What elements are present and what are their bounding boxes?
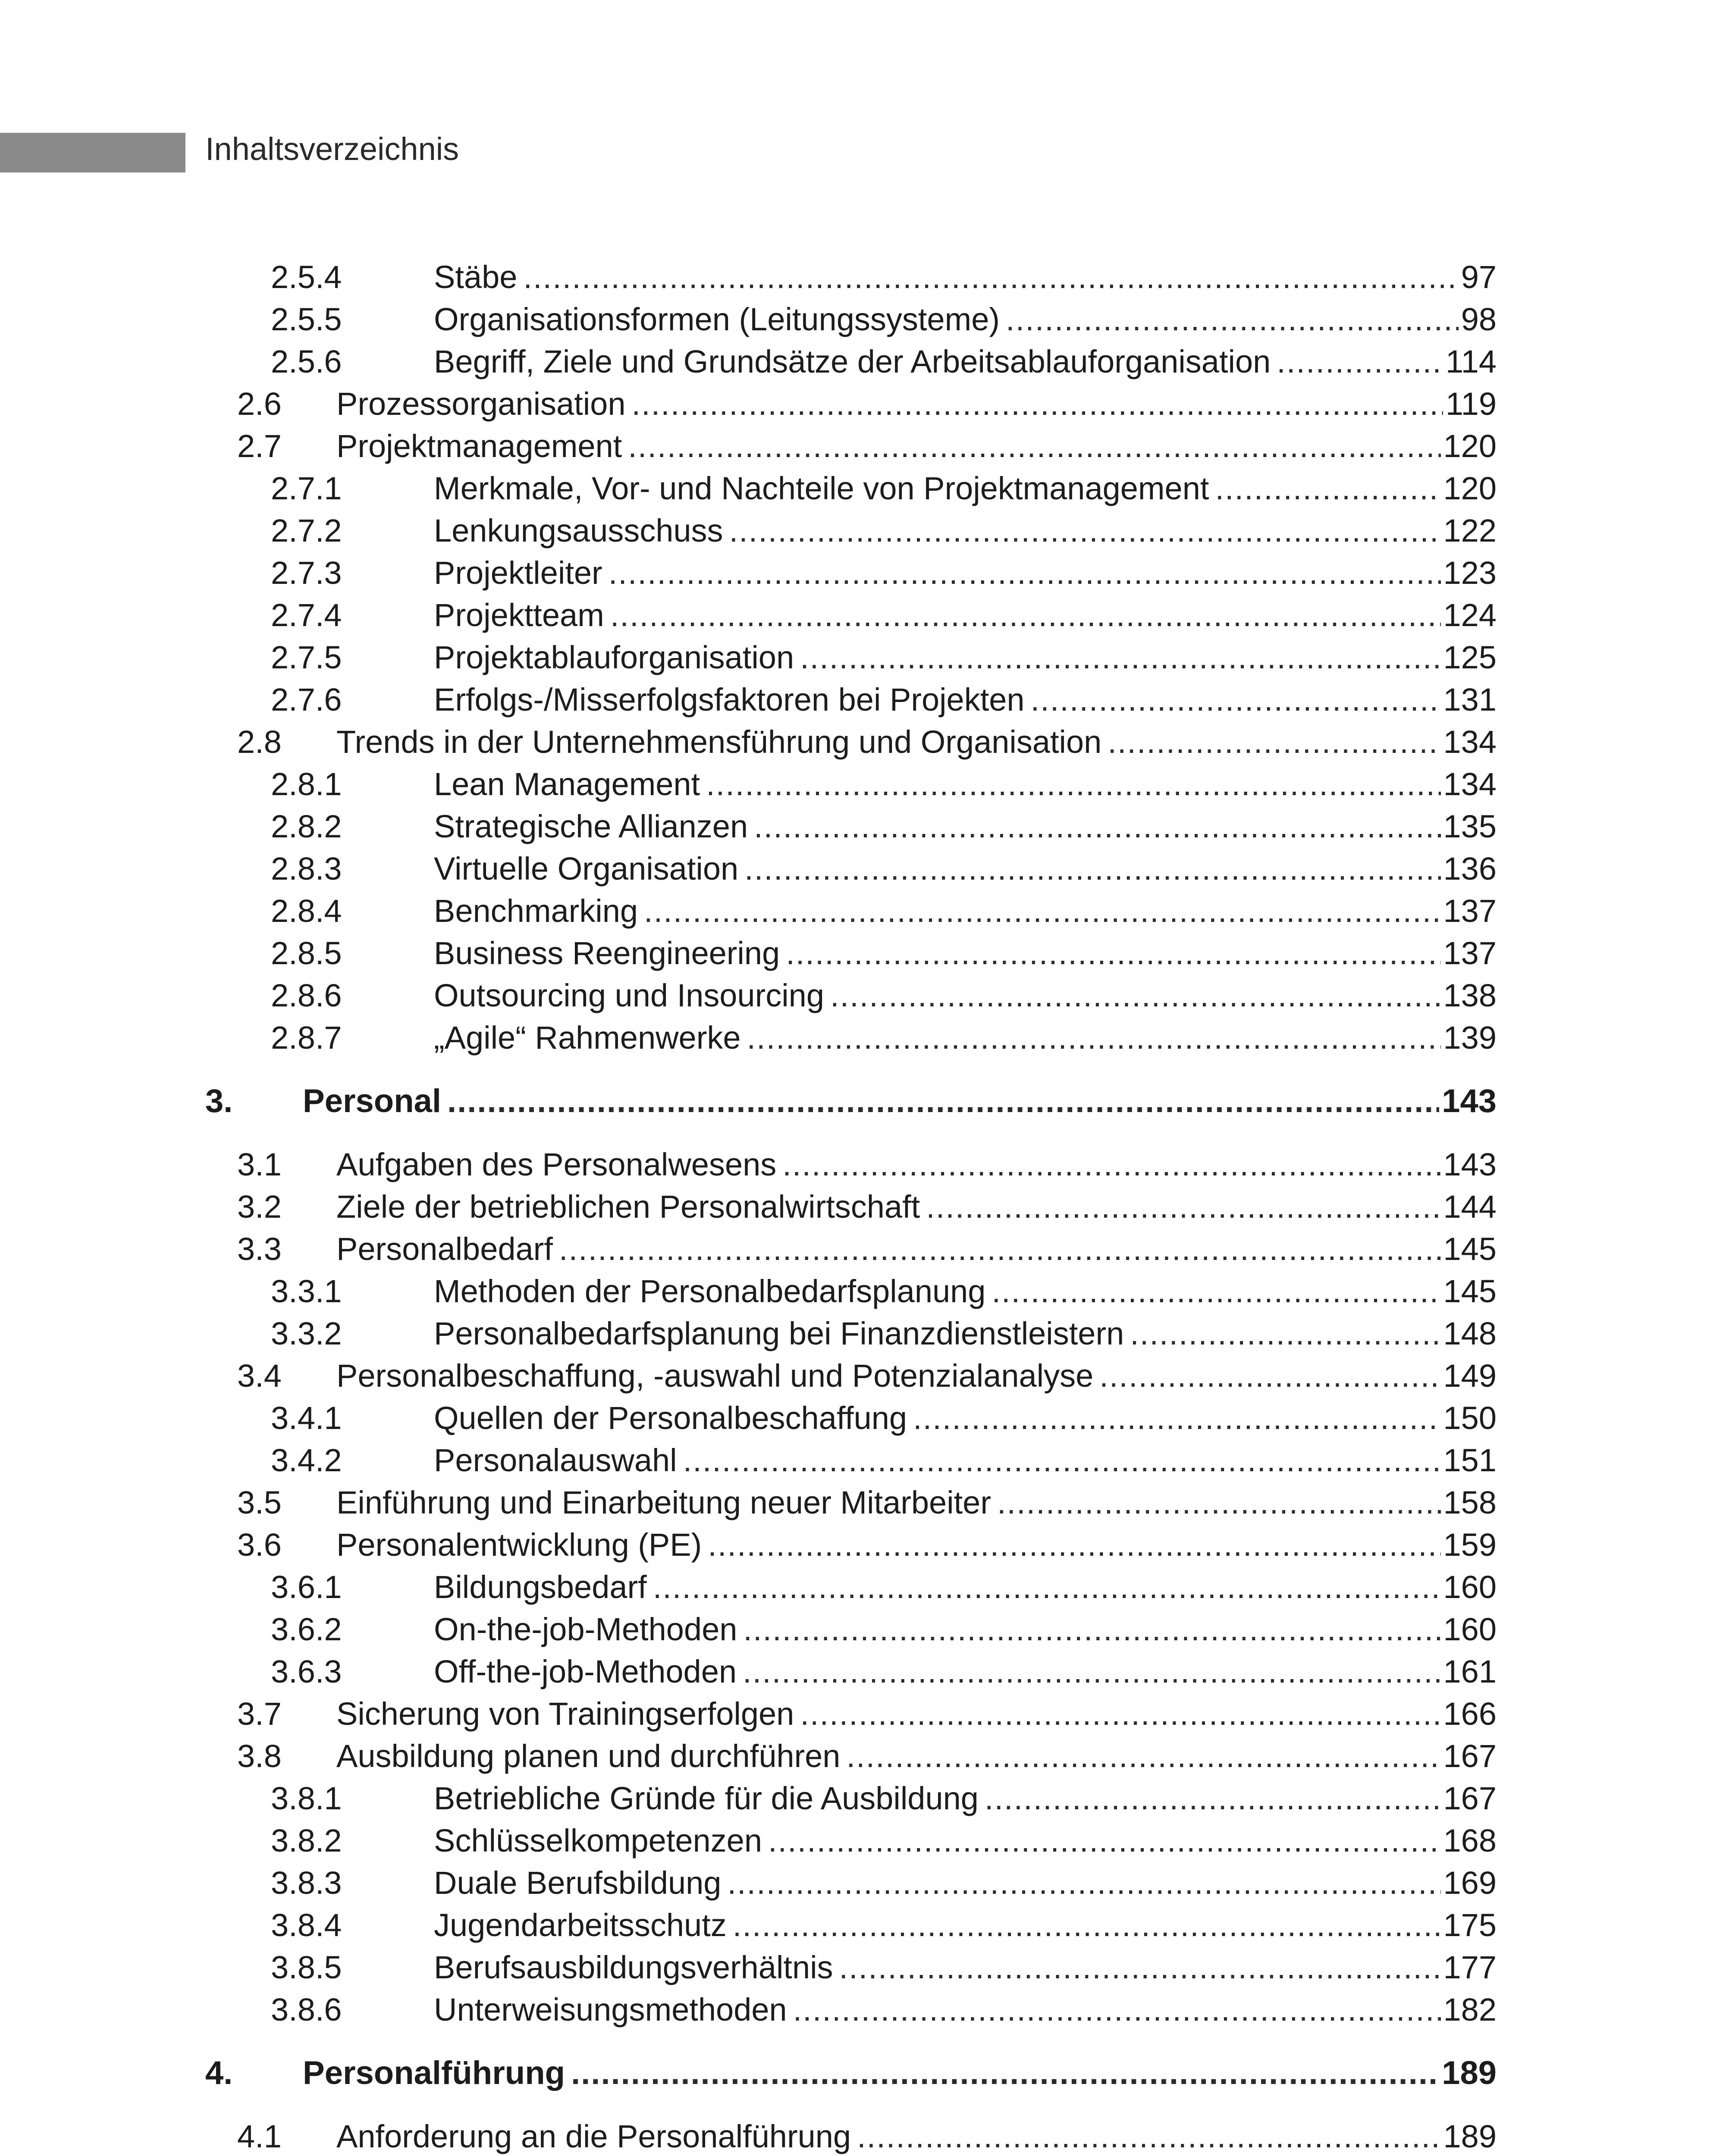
- toc-dot-leader: [926, 1186, 1440, 1228]
- toc-entry-title: Strategische Allianzen: [434, 805, 754, 848]
- toc-dot-leader: [744, 848, 1440, 890]
- toc-entry-line: [434, 1777, 1497, 1820]
- toc-entry-title: Quellen der Personalbeschaffung: [434, 1397, 913, 1439]
- toc-entry[interactable]: [0, 1482, 1497, 1524]
- toc-entry-title: Off-the-job-Methoden: [434, 1651, 743, 1693]
- toc-entry[interactable]: [0, 510, 1497, 552]
- toc-entry[interactable]: [0, 932, 1497, 975]
- toc-entry[interactable]: [0, 1566, 1497, 1608]
- toc-dot-leader: [1031, 679, 1441, 721]
- toc-entry-title: Projektablauforganisation: [434, 636, 800, 679]
- toc-entry-line: [434, 298, 1497, 341]
- toc-entry-number: 3.6.1: [271, 1569, 342, 1605]
- toc-entry-line: [336, 1693, 1497, 1735]
- toc-entry-title: Projektmanagement: [336, 425, 628, 467]
- toc-entry-line: [336, 1524, 1497, 1566]
- toc-entry[interactable]: [0, 425, 1497, 467]
- toc-entry-line: [434, 932, 1497, 975]
- toc-entry-title: Berufsausbildungsverhältnis: [434, 1946, 839, 1989]
- toc-entry-title: Personalführung: [303, 2052, 571, 2094]
- toc-entry-number: 2.8.5: [271, 935, 342, 971]
- toc-entry[interactable]: [0, 1735, 1497, 1777]
- toc-entry-line: [434, 1820, 1497, 1862]
- toc-dot-leader: [447, 1080, 1439, 1122]
- toc-entry-title: Merkmale, Vor- und Nachteile von Projektmanagement: [434, 467, 1215, 510]
- toc-entry-title: Sicherung von Trainingserfolgen: [336, 1693, 800, 1735]
- toc-dot-leader: [800, 1693, 1440, 1735]
- toc-entry-page: 168: [1441, 1820, 1497, 1862]
- toc-entry-number: 3.8.5: [271, 1949, 342, 1985]
- toc-dot-leader: [628, 425, 1440, 467]
- toc-entry-page: 137: [1441, 932, 1497, 975]
- toc-entry[interactable]: [0, 594, 1497, 636]
- toc-entry[interactable]: [0, 1651, 1497, 1693]
- toc-chapter-entry[interactable]: [0, 2052, 1497, 2094]
- toc-entry-title: Einführung und Einarbeitung neuer Mitarbeiter: [336, 1482, 997, 1524]
- toc-entry-line: [434, 636, 1497, 679]
- toc-entry-page: 177: [1441, 1946, 1497, 1989]
- toc-entry-line: [336, 383, 1497, 425]
- toc-entry[interactable]: [0, 1270, 1497, 1313]
- toc-entry-number: 3.4.1: [271, 1400, 342, 1436]
- toc-entry-number: 2.7.1: [271, 470, 342, 506]
- toc-entry-title: Anforderung an die Personalführung: [336, 2115, 857, 2156]
- toc-entry-title: Virtuelle Organisation: [434, 848, 744, 890]
- toc-dot-leader: [793, 1989, 1441, 2031]
- toc-entry-page: 145: [1441, 1270, 1497, 1313]
- toc-entry[interactable]: [0, 890, 1497, 932]
- toc-entry-page: 120: [1441, 425, 1497, 467]
- toc-entry-title: Benchmarking: [434, 890, 644, 932]
- toc-entry-line: [434, 848, 1497, 890]
- toc-entry[interactable]: [0, 1186, 1497, 1228]
- toc-entry[interactable]: [0, 2115, 1497, 2156]
- toc-dot-leader: [644, 890, 1441, 932]
- toc-entry-page: 160: [1441, 1608, 1497, 1651]
- toc-entry-number: 2.8.1: [271, 766, 342, 802]
- toc-entry-title: Betriebliche Gründe für die Ausbildung: [434, 1777, 985, 1820]
- toc-entry[interactable]: [0, 1397, 1497, 1439]
- toc-dot-leader: [1006, 298, 1459, 341]
- toc-dot-leader: [754, 805, 1440, 848]
- toc-entry-title: Prozessorganisation: [336, 383, 631, 425]
- toc-entry-number: 3.3.2: [271, 1316, 342, 1351]
- toc-entry-page: 143: [1439, 1080, 1497, 1122]
- toc-dot-leader: [1277, 341, 1443, 383]
- toc-dot-leader: [683, 1439, 1441, 1482]
- toc-entry[interactable]: [0, 1144, 1497, 1186]
- toc-entry-number: 2.6: [237, 386, 282, 422]
- toc-entry-line: [434, 890, 1497, 932]
- toc-entry-line: [434, 510, 1497, 552]
- toc-entry[interactable]: [0, 552, 1497, 594]
- toc-entry[interactable]: [0, 1989, 1497, 2031]
- toc-entry-page: 143: [1441, 1144, 1497, 1186]
- toc-chapter-entry[interactable]: [0, 1080, 1497, 1122]
- toc-entry[interactable]: [0, 679, 1497, 721]
- toc-entry[interactable]: [0, 298, 1497, 341]
- toc-entry[interactable]: [0, 1017, 1497, 1059]
- toc-entry-title: Ziele der betrieblichen Personalwirtschaft: [336, 1186, 926, 1228]
- toc-entry-page: 175: [1441, 1904, 1497, 1946]
- toc-entry-title: Begriff, Ziele und Grundsätze der Arbeitsablauforganisation: [434, 341, 1277, 383]
- toc-entry-title: Unterweisungsmethoden: [434, 1989, 793, 2031]
- toc-entry-title: „Agile“ Rahmenwerke: [434, 1017, 747, 1059]
- toc-entry-title: On-the-job-Methoden: [434, 1608, 743, 1651]
- toc-entry-number: 2.7.2: [271, 513, 342, 548]
- toc-entry-line: [336, 2115, 1497, 2156]
- toc-entry-page: 169: [1441, 1862, 1497, 1904]
- toc-entry[interactable]: [0, 975, 1497, 1017]
- toc-entry[interactable]: [0, 763, 1497, 805]
- toc-entry-number: 2.7.6: [271, 682, 342, 718]
- toc-dot-leader: [1215, 467, 1440, 510]
- toc-entry-title: Personal: [303, 1080, 447, 1122]
- toc-entry-number: 2.7: [237, 428, 282, 464]
- toc-entry-number: 2.5.4: [271, 259, 342, 295]
- toc-entry-line: [336, 1482, 1497, 1524]
- toc-entry-title: Personalbeschaffung, -auswahl und Potenzialanalyse: [336, 1355, 1099, 1397]
- toc-entry[interactable]: [0, 467, 1497, 510]
- toc-entry-title: Aufgaben des Personalwesens: [336, 1144, 782, 1186]
- toc-entry-title: Lenkungsausschuss: [434, 510, 729, 552]
- toc-entry-number: 4.1: [237, 2118, 282, 2154]
- toc-entry-page: 137: [1441, 890, 1497, 932]
- toc-entry-line: [336, 425, 1497, 467]
- toc-entry-line: [336, 1735, 1497, 1777]
- toc-entry[interactable]: [0, 1439, 1497, 1482]
- toc-entry-page: 122: [1441, 510, 1497, 552]
- toc-entry-number: 3.8.3: [271, 1865, 342, 1901]
- toc-dot-leader: [523, 256, 1458, 298]
- toc-entry-line: [303, 1080, 1497, 1122]
- toc-entry-line: [434, 679, 1497, 721]
- toc-entry-page: 148: [1441, 1313, 1497, 1355]
- toc-dot-leader: [992, 1270, 1440, 1313]
- toc-entry[interactable]: [0, 1946, 1497, 1989]
- toc-dot-leader: [782, 1144, 1440, 1186]
- toc-entry-title: Bildungsbedarf: [434, 1566, 653, 1608]
- toc-entry[interactable]: [0, 341, 1497, 383]
- toc-entry-title: Organisationsformen (Leitungssysteme): [434, 298, 1006, 341]
- toc-entry-page: 159: [1441, 1524, 1497, 1566]
- toc-entry-line: [434, 1397, 1497, 1439]
- toc-entry-title: Personalbedarfsplanung bei Finanzdienstleistern: [434, 1313, 1130, 1355]
- toc-entry-page: 144: [1441, 1186, 1497, 1228]
- toc-entry-title: Outsourcing und Insourcing: [434, 975, 830, 1017]
- toc-entry-page: 138: [1441, 975, 1497, 1017]
- toc-entry-page: 125: [1441, 636, 1497, 679]
- toc-entry[interactable]: [0, 805, 1497, 848]
- toc-entry[interactable]: [0, 1777, 1497, 1820]
- toc-entry-number: 2.8.7: [271, 1020, 342, 1056]
- toc-entry-line: [336, 1228, 1497, 1270]
- toc-dot-leader: [786, 932, 1440, 975]
- toc-entry-number: 3.6: [237, 1527, 282, 1563]
- toc-entry[interactable]: [0, 1820, 1497, 1862]
- toc-entry-page: 134: [1441, 763, 1497, 805]
- toc-entry-number: 3.8.2: [271, 1823, 342, 1858]
- toc-dot-leader: [913, 1397, 1440, 1439]
- toc-entry-page: 123: [1441, 552, 1497, 594]
- toc-entry-line: [434, 975, 1497, 1017]
- toc-entry-line: [434, 1313, 1497, 1355]
- toc-entry-number: 3.2: [237, 1189, 282, 1225]
- toc-entry-title: Trends in der Unternehmensführung und Organisation: [336, 721, 1108, 763]
- toc-dot-leader: [708, 1524, 1440, 1566]
- toc-dot-leader: [706, 763, 1440, 805]
- toc-entry-title: Business Reengineering: [434, 932, 786, 975]
- toc-entry-number: 3.8.1: [271, 1780, 342, 1816]
- toc-dot-leader: [846, 1735, 1440, 1777]
- toc-entry-number: 3.3.1: [271, 1273, 342, 1309]
- toc-entry-title: Schlüsselkompetenzen: [434, 1820, 768, 1862]
- toc-entry-line: [434, 1904, 1497, 1946]
- toc-entry-page: 136: [1441, 848, 1497, 890]
- toc-entry-page: 149: [1441, 1355, 1497, 1397]
- toc-entry-number: 3.4: [237, 1358, 282, 1394]
- toc-entry-number: 2.7.5: [271, 639, 342, 675]
- toc-dot-leader: [800, 636, 1440, 679]
- toc-entry-number: 3.4.2: [271, 1442, 342, 1478]
- toc-entry-page: 161: [1441, 1651, 1497, 1693]
- toc-entry-page: 151: [1441, 1439, 1497, 1482]
- toc-entry-number: 2.8: [237, 724, 282, 760]
- toc-entry[interactable]: [0, 1228, 1497, 1270]
- toc-entry-title: Ausbildung planen und durchführen: [336, 1735, 846, 1777]
- toc-entry-number: 2.5.5: [271, 301, 342, 337]
- toc-dot-leader: [609, 552, 1441, 594]
- toc-entry-line: [434, 1862, 1497, 1904]
- toc-dot-leader: [743, 1608, 1440, 1651]
- toc-entry[interactable]: [0, 848, 1497, 890]
- toc-entry-line: [336, 721, 1497, 763]
- toc-entry-title: Jugendarbeitsschutz: [434, 1904, 733, 1946]
- toc-entry-page: 150: [1441, 1397, 1497, 1439]
- toc-entry-number: 2.7.4: [271, 597, 342, 633]
- toc-entry-page: 182: [1441, 1989, 1497, 2031]
- toc-dot-leader: [631, 383, 1443, 425]
- toc-entry-line: [434, 1651, 1497, 1693]
- toc-entry[interactable]: [0, 1693, 1497, 1735]
- toc-entry[interactable]: [0, 636, 1497, 679]
- toc-dot-leader: [743, 1651, 1441, 1693]
- toc-dot-leader: [985, 1777, 1441, 1820]
- toc-entry[interactable]: [0, 1904, 1497, 1946]
- toc-entry-line: [434, 1946, 1497, 1989]
- toc-entry-line: [336, 1144, 1497, 1186]
- toc-dot-leader: [610, 594, 1441, 636]
- toc-entry-title: Duale Berufsbildung: [434, 1862, 727, 1904]
- toc-dot-leader: [997, 1482, 1441, 1524]
- toc-dot-leader: [1099, 1355, 1440, 1397]
- toc-entry-number: 3.1: [237, 1147, 282, 1182]
- toc-dot-leader: [727, 1862, 1440, 1904]
- toc-dot-leader: [1108, 721, 1440, 763]
- toc-entry-title: Personalbedarf: [336, 1228, 559, 1270]
- toc-entry[interactable]: [0, 256, 1497, 298]
- toc-entry-page: 119: [1443, 383, 1497, 425]
- toc-entry-number: 3.3: [237, 1231, 282, 1267]
- toc-entry-page: 131: [1441, 679, 1497, 721]
- toc-entry-title: Personalentwicklung (PE): [336, 1524, 708, 1566]
- header-accent-bar: [0, 133, 185, 172]
- toc-entry-title: Projektleiter: [434, 552, 609, 594]
- toc-entry-line: [434, 467, 1497, 510]
- toc-entry-number: 2.8.3: [271, 851, 342, 887]
- toc-entry-line: [434, 594, 1497, 636]
- toc-entry-number: 3.: [205, 1083, 233, 1119]
- toc-dot-leader: [747, 1017, 1441, 1059]
- toc-dot-leader: [733, 1904, 1441, 1946]
- toc-entry-number: 3.8.6: [271, 1992, 342, 2028]
- toc-entry-title: Methoden der Personalbedarfsplanung: [434, 1270, 992, 1313]
- toc-entry-line: [434, 1270, 1497, 1313]
- toc-entry-page: 145: [1441, 1228, 1497, 1270]
- toc-entry-line: [434, 1439, 1497, 1482]
- toc-entry-number: 3.6.2: [271, 1611, 342, 1647]
- toc-entry[interactable]: [0, 721, 1497, 763]
- toc-entry-title: Projektteam: [434, 594, 610, 636]
- toc-entry-line: [434, 805, 1497, 848]
- toc-entry-line: [434, 763, 1497, 805]
- toc-entry-title: Lean Management: [434, 763, 706, 805]
- toc-entry-page: 189: [1441, 2115, 1497, 2156]
- toc-entry[interactable]: [0, 1313, 1497, 1355]
- toc-entry-line: [434, 341, 1497, 383]
- toc-entry-number: 2.7.3: [271, 555, 342, 591]
- toc-entry-number: 4.: [205, 2055, 233, 2091]
- toc-dot-leader: [1130, 1313, 1440, 1355]
- toc-dot-leader: [559, 1228, 1441, 1270]
- running-header-title: Inhaltsverzeichnis: [205, 131, 459, 167]
- toc-entry-page: 166: [1441, 1693, 1497, 1735]
- toc-entry-page: 139: [1441, 1017, 1497, 1059]
- toc-entry-line: [336, 1186, 1497, 1228]
- toc-entry-title: Personalauswahl: [434, 1439, 683, 1482]
- toc-entry-page: 97: [1459, 256, 1497, 298]
- toc-entry-number: 3.8: [237, 1738, 282, 1774]
- toc-entry-page: 167: [1441, 1735, 1497, 1777]
- toc-entry-line: [434, 1017, 1497, 1059]
- toc-dot-leader: [839, 1946, 1441, 1989]
- toc-entry-page: 114: [1443, 341, 1497, 383]
- toc-entry[interactable]: [0, 383, 1497, 425]
- toc-entry-page: 189: [1439, 2052, 1497, 2094]
- toc-dot-leader: [857, 2115, 1440, 2156]
- toc-entry[interactable]: [0, 1524, 1497, 1566]
- toc-entry-number: 3.6.3: [271, 1654, 342, 1689]
- toc-entry-page: 124: [1441, 594, 1497, 636]
- toc-entry[interactable]: [0, 1355, 1497, 1397]
- toc-entry-page: 134: [1441, 721, 1497, 763]
- toc-entry-page: 167: [1441, 1777, 1497, 1820]
- toc-dot-leader: [653, 1566, 1441, 1608]
- toc-entry-line: [434, 256, 1497, 298]
- toc-entry-number: 3.5: [237, 1485, 282, 1520]
- toc-entry-number: 2.8.4: [271, 893, 342, 929]
- toc-dot-leader: [768, 1820, 1441, 1862]
- toc-entry[interactable]: [0, 1862, 1497, 1904]
- toc-entry-number: 2.8.2: [271, 808, 342, 844]
- toc-entry-line: [336, 1355, 1497, 1397]
- toc-entry-number: 2.8.6: [271, 978, 342, 1013]
- toc-entry-title: Erfolgs-/Misserfolgsfaktoren bei Projekten: [434, 679, 1031, 721]
- toc-dot-leader: [571, 2052, 1439, 2094]
- toc-entry-page: 158: [1441, 1482, 1497, 1524]
- toc-entry-title: Stäbe: [434, 256, 523, 298]
- toc-entry-line: [434, 1989, 1497, 2031]
- toc-entry-page: 135: [1441, 805, 1497, 848]
- toc-dot-leader: [729, 510, 1441, 552]
- toc-entry-page: 120: [1441, 467, 1497, 510]
- toc-entry-line: [434, 1608, 1497, 1651]
- toc-entry-line: [434, 1566, 1497, 1608]
- toc-entry-number: 2.5.6: [271, 344, 342, 379]
- toc-dot-leader: [830, 975, 1441, 1017]
- toc-entry-line: [303, 2052, 1497, 2094]
- toc-entry-page: 98: [1459, 298, 1497, 341]
- toc-entry-number: 3.8.4: [271, 1907, 342, 1943]
- toc-entry-line: [434, 552, 1497, 594]
- toc-entry[interactable]: [0, 1608, 1497, 1651]
- toc-entry-number: 3.7: [237, 1696, 282, 1732]
- toc-entry-page: 160: [1441, 1566, 1497, 1608]
